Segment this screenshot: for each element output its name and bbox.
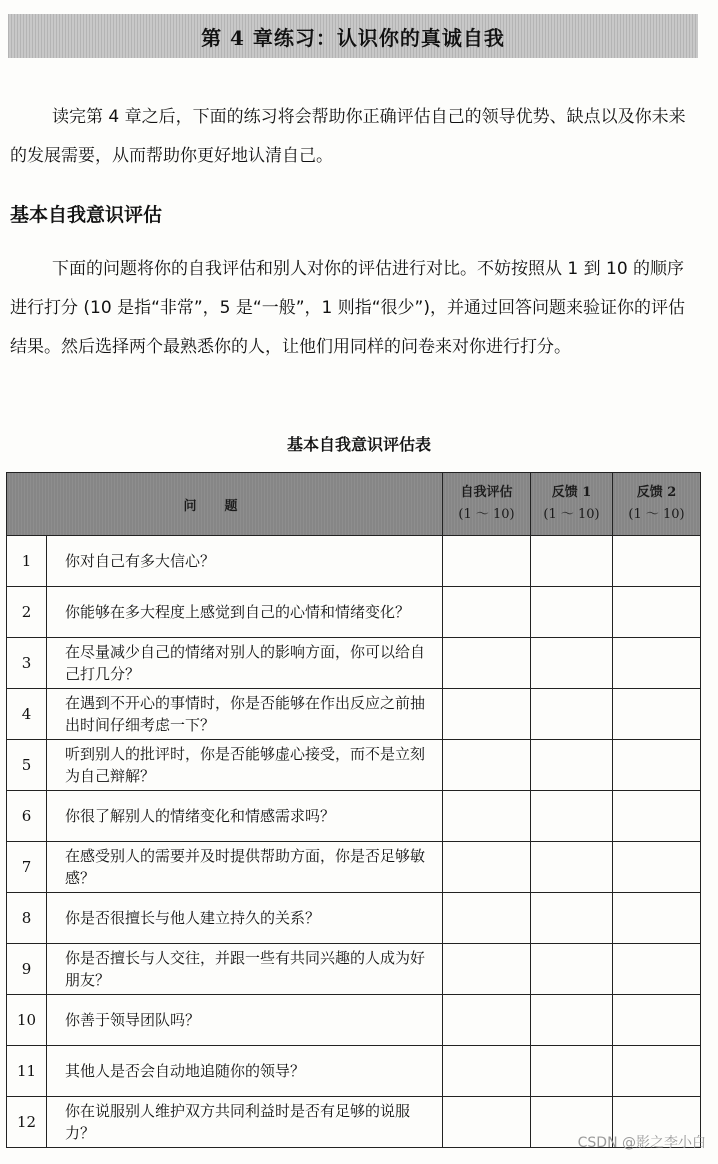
feedback2-score-cell[interactable] <box>613 1046 701 1097</box>
table-row <box>7 995 701 1046</box>
row-number: 7 <box>7 842 47 893</box>
row-number: 8 <box>7 893 47 944</box>
row-number: 10 <box>7 995 47 1046</box>
row-number: 3 <box>7 638 47 689</box>
feedback1-score-cell[interactable] <box>531 587 613 638</box>
row-question: 在尽量减少自己的情绪对别人的影响方面，你可以给自己打几分？ <box>47 638 443 689</box>
table-row <box>7 893 701 944</box>
feedback2-score-cell[interactable] <box>613 536 701 587</box>
header-question: 问题 <box>7 473 443 536</box>
self-score-cell[interactable] <box>443 536 531 587</box>
row-question: 你是否擅长与人交往，并跟一些有共同兴趣的人成为好朋友？ <box>47 944 443 995</box>
row-number: 2 <box>7 587 47 638</box>
table-row <box>7 842 701 893</box>
header-feedback-2 <box>613 473 701 536</box>
feedback1-score-cell[interactable] <box>531 1046 613 1097</box>
self-score-cell[interactable] <box>443 638 531 689</box>
row-question: 听到别人的批评时，你是否能够虚心接受，而不是立刻为自己辩解？ <box>47 740 443 791</box>
self-score-cell[interactable] <box>443 587 531 638</box>
row-question: 你很了解别人的情绪变化和情感需求吗？ <box>47 791 443 842</box>
feedback2-score-cell[interactable] <box>613 842 701 893</box>
row-question: 在感受别人的需要并及时提供帮助方面，你是否足够敏感？ <box>47 842 443 893</box>
watermark: CSDN @影之李小白 <box>577 1135 706 1151</box>
feedback1-score-cell[interactable] <box>531 893 613 944</box>
self-score-cell[interactable] <box>443 995 531 1046</box>
row-question: 你善于领导团队吗？ <box>47 995 443 1046</box>
row-question: 在遇到不开心的事情时，你是否能够在作出反应之前抽出时间仔细考虑一下？ <box>47 689 443 740</box>
table-caption: 基本自我意识评估表 <box>286 435 431 454</box>
row-number: 6 <box>7 791 47 842</box>
feedback1-score-cell[interactable] <box>531 740 613 791</box>
section-heading: 基本自我意识评估 <box>10 204 163 226</box>
header-self-title: 自我评估 <box>460 485 513 500</box>
row-number: 4 <box>7 689 47 740</box>
chapter-banner <box>8 14 698 58</box>
feedback1-score-cell[interactable] <box>531 791 613 842</box>
row-question: 你能够在多大程度上感觉到自己的心情和情绪变化？ <box>47 587 443 638</box>
self-score-cell[interactable] <box>443 791 531 842</box>
self-score-cell[interactable] <box>443 1046 531 1097</box>
row-question: 其他人是否会自动地追随你的领导？ <box>47 1046 443 1097</box>
chapter-title: 第 4 章练习：认识你的真诚自我 <box>201 25 505 50</box>
table-row <box>7 689 701 740</box>
feedback2-score-cell[interactable] <box>613 893 701 944</box>
row-number: 9 <box>7 944 47 995</box>
feedback1-score-cell[interactable] <box>531 995 613 1046</box>
header-feedback-1 <box>531 473 613 536</box>
feedback1-score-cell[interactable] <box>531 944 613 995</box>
header-self-assessment <box>443 473 531 536</box>
self-score-cell[interactable] <box>443 944 531 995</box>
feedback1-score-cell[interactable] <box>531 536 613 587</box>
self-awareness-table <box>6 472 701 1148</box>
self-score-cell[interactable] <box>443 740 531 791</box>
header-self-range: (1 ～ 10) <box>458 507 515 522</box>
table-row <box>7 1046 701 1097</box>
row-number: 12 <box>7 1097 47 1148</box>
table-row <box>7 944 701 995</box>
header-fb2-title: 反馈 2 <box>636 485 677 500</box>
row-number: 11 <box>7 1046 47 1097</box>
table-row <box>7 791 701 842</box>
feedback2-score-cell[interactable] <box>613 689 701 740</box>
self-score-cell[interactable] <box>443 842 531 893</box>
header-fb1-title: 反馈 1 <box>551 485 592 500</box>
header-fb2-range: (1 ～ 10) <box>628 507 685 522</box>
feedback2-score-cell[interactable] <box>613 791 701 842</box>
row-question: 你对自己有多大信心？ <box>47 536 443 587</box>
table-row <box>7 536 701 587</box>
row-question: 你是否很擅长与他人建立持久的关系？ <box>47 893 443 944</box>
feedback1-score-cell[interactable] <box>531 638 613 689</box>
table-row <box>7 740 701 791</box>
intro-paragraph: 读完第 4 章之后，下面的练习将会帮助你正确评估自己的领导优势、缺点以及你未来的发展需要，从而帮助你更好地认清自己。 <box>10 107 686 166</box>
table-header-row <box>7 473 701 536</box>
self-score-cell[interactable] <box>443 1097 531 1148</box>
row-number: 5 <box>7 740 47 791</box>
row-number: 1 <box>7 536 47 587</box>
header-fb1-range: (1 ～ 10) <box>543 507 600 522</box>
table-row <box>7 638 701 689</box>
feedback2-score-cell[interactable] <box>613 995 701 1046</box>
table-row <box>7 587 701 638</box>
self-score-cell[interactable] <box>443 893 531 944</box>
feedback1-score-cell[interactable] <box>531 842 613 893</box>
row-question: 你在说服别人维护双方共同利益时是否有足够的说服力？ <box>47 1097 443 1148</box>
section-body: 下面的问题将你的自我评估和别人对你的评估进行对比。不妨按照从 1 到 10 的顺序进行打分 (10 是指“非常”，5 是“一般”，1 则指“很少”)，并通过回答问题来验证你的评估结果。然后选择两个最熟悉你的人，让他们用同样的问卷来对你进行打分。 <box>10 259 685 357</box>
feedback2-score-cell[interactable] <box>613 587 701 638</box>
feedback2-score-cell[interactable] <box>613 944 701 995</box>
feedback1-score-cell[interactable] <box>531 689 613 740</box>
feedback2-score-cell[interactable] <box>613 638 701 689</box>
self-score-cell[interactable] <box>443 689 531 740</box>
feedback2-score-cell[interactable] <box>613 740 701 791</box>
